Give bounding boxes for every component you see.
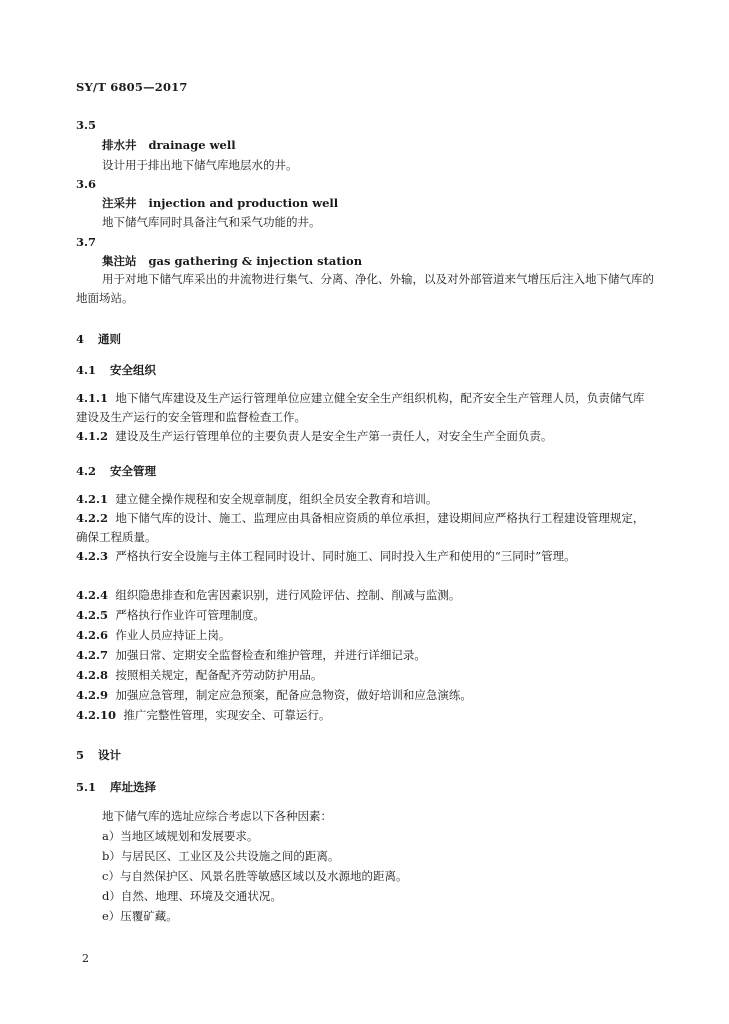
term-definition: 设计用于排出地下储气库地层水的井。	[102, 158, 298, 172]
term-en: injection and production well	[148, 196, 339, 210]
subsection-heading	[76, 463, 156, 479]
clause-number: 4.2.5	[76, 608, 109, 622]
clause-text: 组织隐患排查和危害因素识别，进行风险评估、控制、削减与监测。	[115, 588, 461, 602]
clause-number: 4.2.7	[76, 648, 109, 662]
clause-text: 严格执行安全设施与主体工程同时设计、同时施工、同时投入生产和使用的“三同时”管理。	[115, 549, 576, 563]
clause	[76, 606, 654, 625]
clause-text: 加强应急管理，制定应急预案，配备应急物资，做好培训和应急演练。	[115, 688, 472, 702]
section-heading	[76, 331, 121, 347]
clause	[76, 706, 654, 725]
clause	[76, 646, 654, 665]
section-title: 设计	[98, 748, 122, 762]
page-number: 2	[82, 952, 89, 965]
term-definition: 地下储气库同时具备注气和采气功能的井。	[102, 215, 321, 229]
clause-text: 按照相关规定，配备配齐劳动防护用品。	[115, 668, 323, 682]
clause-number: 4.2.4	[76, 588, 109, 602]
term-zh: 注采井	[102, 196, 137, 210]
subsection-number: 5.1	[76, 780, 97, 794]
clause	[76, 389, 654, 427]
subsection-heading	[76, 779, 156, 795]
clause	[76, 547, 654, 566]
list-item: d）自然、地理、环境及交通状况。	[102, 889, 282, 903]
term-definition: 用于对地下储气库采出的井流物进行集气、分离、净化、外输，以及对外部管道来气增压后注入地下储气库的地面场站。	[76, 272, 654, 305]
clause-text: 作业人员应持证上岗。	[115, 628, 231, 642]
clause	[76, 427, 654, 446]
term-en: drainage well	[148, 138, 236, 152]
clause-number: 4.2.8	[76, 668, 109, 682]
clause	[76, 586, 654, 605]
clause	[76, 666, 654, 685]
clause-number: 4.2.9	[76, 688, 109, 702]
clause	[76, 686, 654, 705]
clause-text: 建设及生产运行管理单位的主要负责人是安全生产第一责任人，对安全生产全面负责。	[115, 429, 553, 443]
clause-number: 4.2.2	[76, 511, 109, 525]
section-title: 通则	[98, 332, 122, 346]
clause-number: 4.2.10	[76, 708, 117, 722]
list-item: e）压覆矿藏。	[102, 909, 178, 923]
clause-text: 地下储气库建设及生产运行管理单位应建立健全安全生产组织机构，配齐安全生产管理人员，负责储气库建设及生产运行的安全管理和监督检查工作。	[76, 391, 645, 424]
standard-code: SY/T 6805—2017	[76, 80, 188, 94]
clause-text: 加强日常、定期安全监督检查和维护管理，并进行详细记录。	[115, 648, 426, 662]
list-item: b）与居民区、工业区及公共设施之间的距离。	[102, 849, 340, 863]
intro-text: 地下储气库的选址应综合考虑以下各种因素：	[102, 809, 332, 823]
clause-number: 4.1.2	[76, 429, 109, 443]
clause	[76, 509, 654, 547]
clause-number: 4.1.1	[76, 391, 109, 405]
subsection-number: 4.2	[76, 464, 97, 478]
clause	[76, 490, 654, 509]
section-heading	[76, 747, 121, 763]
term-title	[102, 137, 236, 153]
subsection-title: 安全管理	[110, 464, 157, 478]
term-number: 3.6	[76, 177, 97, 191]
section-number: 4	[76, 332, 85, 346]
subsection-title: 安全组织	[110, 363, 157, 377]
clause-text: 地下储气库的设计、施工、监理应由具备相应资质的单位承担，建设期间应严格执行工程建设管理规定，确保工程质量。	[76, 511, 645, 544]
list-item: c）与自然保护区、风景名胜等敏感区域以及水源地的距离。	[102, 869, 408, 883]
term-title	[102, 195, 338, 211]
subsection-heading	[76, 362, 156, 378]
section-number: 5	[76, 748, 85, 762]
clause	[76, 626, 654, 645]
list-item: a）当地区域规划和发展要求。	[102, 829, 259, 843]
term-zh: 排水井	[102, 138, 137, 152]
clause-text: 严格执行作业许可管理制度。	[115, 608, 265, 622]
term-number: 3.7	[76, 235, 97, 249]
subsection-title: 库址选择	[110, 780, 157, 794]
subsection-number: 4.1	[76, 363, 97, 377]
term-number: 3.5	[76, 118, 97, 132]
term-title	[102, 253, 362, 269]
clause-number: 4.2.3	[76, 549, 109, 563]
clause-number: 4.2.6	[76, 628, 109, 642]
term-zh: 集注站	[102, 254, 137, 268]
term-en: gas gathering & injection station	[148, 254, 363, 268]
clause-text: 推广完整性管理，实现安全、可靠运行。	[123, 708, 331, 722]
clause-text: 建立健全操作规程和安全规章制度，组织全员安全教育和培训。	[115, 492, 438, 506]
clause-number: 4.2.1	[76, 492, 109, 506]
